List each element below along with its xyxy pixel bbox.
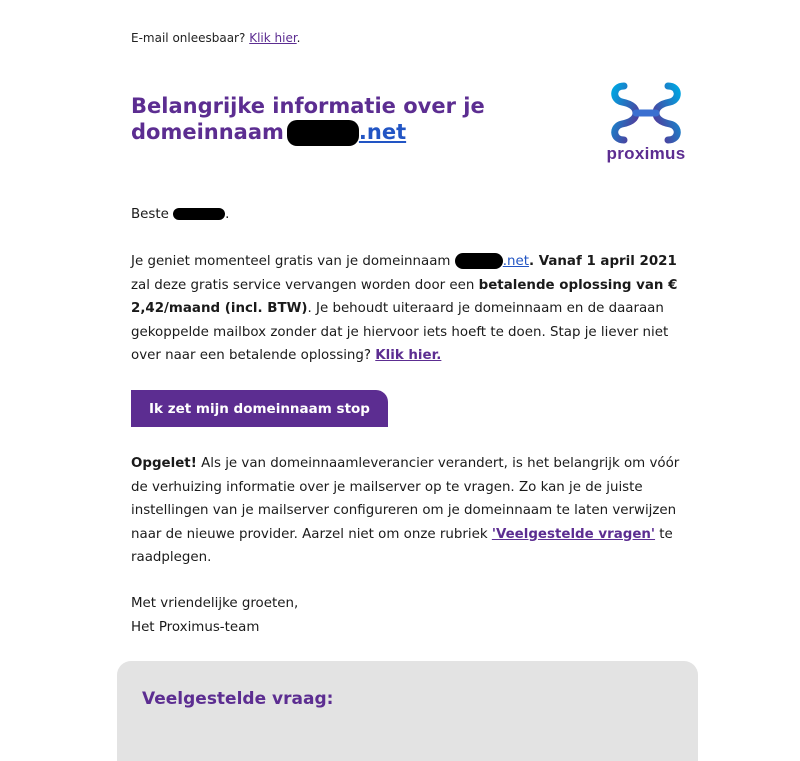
paragraph1-price: betalende oplossing van € 2,42/maand (incl. BTW) <box>131 277 678 316</box>
inline-domain-link[interactable]: .net <box>502 254 529 269</box>
redacted-name-block <box>173 208 225 220</box>
unreadable-text: E-mail onleesbaar? <box>131 31 246 45</box>
closing <box>131 592 691 639</box>
email-title <box>131 93 511 146</box>
domain-suffix-link[interactable]: .net <box>358 120 407 144</box>
unreadable-notice: E-mail onleesbaar? Klik hier. <box>131 31 301 45</box>
opt-out-link[interactable]: Klik hier. <box>375 348 442 363</box>
title-line-1: Belangrijke informatie over je <box>131 94 485 118</box>
faq-box <box>117 661 698 761</box>
paragraph1-text-3: . Je behoudt uiteraard je domeinnaam en de daaraan gekoppelde mailbox zonder dat je hiervoor iets hoeft te doen. Stap je liever niet over naar een betalende oplossing? <box>131 301 669 363</box>
paragraph1-text-1: Je geniet momenteel gratis van je domeinnaam <box>131 254 451 269</box>
paragraph-warning <box>131 452 691 570</box>
redacted-domain-inline <box>455 253 503 269</box>
greeting-text: Beste <box>131 207 169 222</box>
paragraph1-text-2: zal deze gratis service vervangen worden door een <box>131 277 479 293</box>
redacted-domain-block <box>287 120 359 146</box>
title-line-2-prefix: domeinnaam <box>131 120 284 144</box>
warning-text-1: Als je van domeinnaamleverancier verandert, is het belangrijk om vóór de verhuizing informatie over je mailserver op te vragen. Zo kan je de juiste instellingen van je mailserver configureren om je domeinnaam te laten verwijzen naar de nieuwe provider. Aarzel niet om onze rubriek <box>131 456 680 542</box>
closing-line-1: Met vriendelijke groeten, <box>131 596 299 611</box>
view-online-link[interactable]: Klik hier <box>249 31 297 45</box>
warning-text-2: te raadplegen. <box>131 526 673 565</box>
stop-domain-button[interactable]: Ik zet mijn domeinnaam stop <box>131 390 388 427</box>
warning-label: Opgelet! <box>131 456 197 471</box>
proximus-logo <box>606 82 686 168</box>
greeting-punct: . <box>225 207 230 222</box>
faq-link[interactable]: 'Veelgestelde vragen' <box>491 526 656 542</box>
paragraph-free-service <box>131 250 691 368</box>
faq-title: Veelgestelde vraag: <box>142 689 334 709</box>
proximus-logo-icon <box>606 82 686 144</box>
title-line-2 <box>131 119 511 146</box>
greeting <box>131 203 691 227</box>
proximus-logo-text: proximus <box>606 144 686 163</box>
paragraph1-date: . Vanaf 1 april 2021 <box>528 254 677 269</box>
closing-line-2: Het Proximus-team <box>131 619 260 635</box>
